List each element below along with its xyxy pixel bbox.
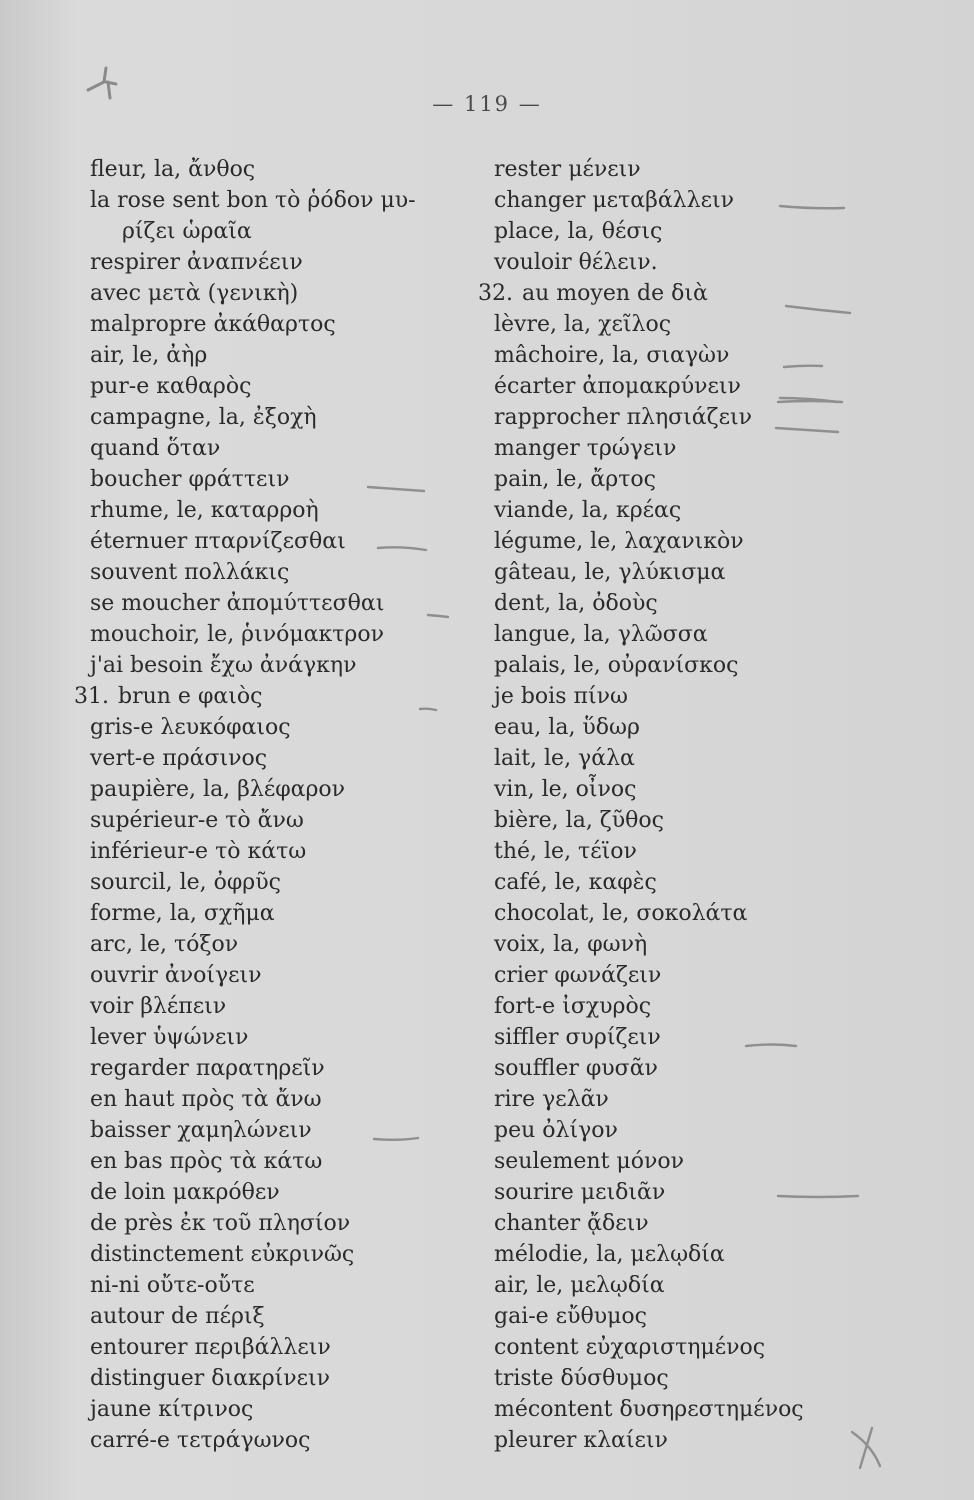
entry-text: café, le, καφὲς — [494, 870, 657, 895]
entry-text: regarder παρατηρεῖν — [90, 1056, 325, 1081]
entry-text: arc, le, τόξον — [90, 932, 239, 957]
entry-text: peu ὀλίγον — [494, 1118, 618, 1143]
entry-text: éternuer πταρνίζεσθαι — [90, 529, 346, 554]
entry-text: palais, le, οὐρανίσκος — [494, 653, 739, 678]
entry-text: souvent πολλάκις — [90, 560, 290, 585]
entry-text: mécontent δυσηρεστημένος — [494, 1397, 804, 1422]
entry-text: bière, la, ζῦθος — [494, 808, 664, 833]
entry-text: inférieur-e τὸ κάτω — [90, 839, 307, 864]
entry-text: entourer περιβάλλειν — [90, 1335, 331, 1360]
entry-text: forme, la, σχῆμα — [90, 901, 275, 926]
entry-text: boucher φράττειν — [90, 467, 290, 492]
entry-text: légume, le, λαχανικὸν — [494, 529, 744, 554]
entry-text: ouvrir ἀνοίγειν — [90, 963, 262, 988]
entry-text: jaune κίτρινος — [90, 1397, 254, 1422]
entry-text: thé, le, τέϊον — [494, 839, 637, 864]
entry-text: manger τρώγειν — [494, 436, 677, 461]
entry-text: autour de πέριξ — [90, 1304, 265, 1329]
entry-text: rapprocher πλησιάζειν — [494, 405, 752, 430]
entry-text: gai-e εὔθυμος — [494, 1304, 647, 1329]
entry-text: sourcil, le, ὀφρῦς — [90, 870, 281, 895]
entry-text: ni-ni οὔτε-οὔτε — [90, 1273, 255, 1298]
entry-text: fort-e ἰσχυρὸς — [494, 994, 652, 1019]
entry-text: place, la, θέσις — [494, 219, 663, 244]
entry-text: se moucher ἀπομύττεσθαι — [90, 591, 385, 616]
entry-text: malpropre ἀκάθαρτος — [90, 312, 336, 337]
entry-text: rester μένειν — [494, 157, 641, 182]
entry-text: quand ὅταν — [90, 436, 221, 461]
entry-text: mouchoir, le, ῥινόμακτρον — [90, 622, 384, 647]
page-number: — 119 — — [432, 92, 542, 116]
entry-text: lever ὑψώνειν — [90, 1025, 249, 1050]
entry-text: vert-e πράσινος — [90, 746, 268, 771]
entry-text: brun e φαιὸς — [118, 684, 263, 709]
entry-text: paupière, la, βλέφαρον — [90, 777, 346, 802]
entry-text: de près ἐκ τοῦ πλησίον — [90, 1211, 351, 1236]
entry-text: j'ai besoin ἔχω ἀνάγκην — [90, 653, 357, 678]
entry-text: dent, la, ὀδοὺς — [494, 591, 658, 616]
entry-text: mâchoire, la, σιαγὼν — [494, 343, 730, 368]
entry-text: vouloir θέλειν. — [494, 250, 658, 275]
entry-text: distinguer διακρίνειν — [90, 1366, 331, 1391]
entry-text: changer μεταβάλλειν — [494, 188, 734, 213]
entry-text: de loin μακρόθεν — [90, 1180, 280, 1205]
entry-text: gris-e λευκόφαιος — [90, 715, 291, 740]
entry-text: seulement μόνον — [494, 1149, 684, 1174]
entry-text: chanter ᾄδειν — [494, 1211, 649, 1236]
entry-text: langue, la, γλῶσσα — [494, 622, 708, 647]
entry-text: pur-e καθαρὸς — [90, 374, 252, 399]
entry-text: triste δύσθυμος — [494, 1366, 669, 1391]
entry-text: campagne, la, ἐξοχὴ — [90, 405, 317, 430]
entry-text: souffler φυσᾶν — [494, 1056, 658, 1081]
entry-text: sourire μειδιᾶν — [494, 1180, 666, 1205]
entry-text: en bas πρὸς τὰ κάτω — [90, 1149, 323, 1174]
entry-text: avec μετὰ (γενικὴ) — [90, 281, 299, 306]
entry-text: ρίζει ὡραῖα — [122, 219, 252, 244]
entry-text: supérieur-e τὸ ἄνω — [90, 808, 304, 833]
entry-text: distinctement εὐκρινῶς — [90, 1242, 355, 1267]
entry-text: air, le, μελῳδία — [494, 1273, 665, 1298]
entry-text: rhume, le, καταρροὴ — [90, 498, 319, 523]
entry-text: voir βλέπειν — [90, 994, 227, 1019]
entry-text: content εὐχαριστημένος — [494, 1335, 766, 1360]
entry-text: crier φωνάζειν — [494, 963, 662, 988]
section-number: 32. — [478, 281, 513, 306]
entry-text: au moyen de διὰ — [522, 281, 708, 306]
entry-text: écarter ἀπομακρύνειν — [494, 374, 741, 399]
entry-text: carré-e τετράγωνος — [90, 1428, 311, 1453]
entry-text: air, le, ἀὴρ — [90, 343, 208, 368]
entry-text: vin, le, οἶνος — [494, 777, 637, 802]
entry-text: lait, le, γάλα — [494, 746, 635, 771]
entry-text: en haut πρὸς τὰ ἄνω — [90, 1087, 322, 1112]
entry-text: lèvre, la, χεῖλος — [494, 312, 672, 337]
entry-text: respirer ἀναπνέειν — [90, 250, 303, 275]
section-number: 31. — [74, 684, 109, 709]
entry-text: la rose sent bon τὸ ῥόδον μυ- — [90, 188, 416, 213]
entry-text: voix, la, φωνὴ — [494, 932, 648, 957]
entry-text: je bois πίνω — [494, 684, 628, 709]
entry-text: baisser χαμηλώνειν — [90, 1118, 312, 1143]
entry-text: gâteau, le, γλύκισμα — [494, 560, 726, 585]
entry-text: fleur, la, ἄνθος — [90, 157, 256, 182]
entry-text: siffler συρίζειν — [494, 1025, 661, 1050]
entry-text: viande, la, κρέας — [494, 498, 682, 523]
entry-text: rire γελᾶν — [494, 1087, 609, 1112]
entry-text: mélodie, la, μελῳδία — [494, 1242, 725, 1267]
entry-text: chocolat, le, σοκολάτα — [494, 901, 748, 926]
entry-text: eau, la, ὕδωρ — [494, 715, 640, 740]
entry-text: pain, le, ἄρτος — [494, 467, 656, 492]
entry-text: pleurer κλαίειν — [494, 1428, 668, 1453]
